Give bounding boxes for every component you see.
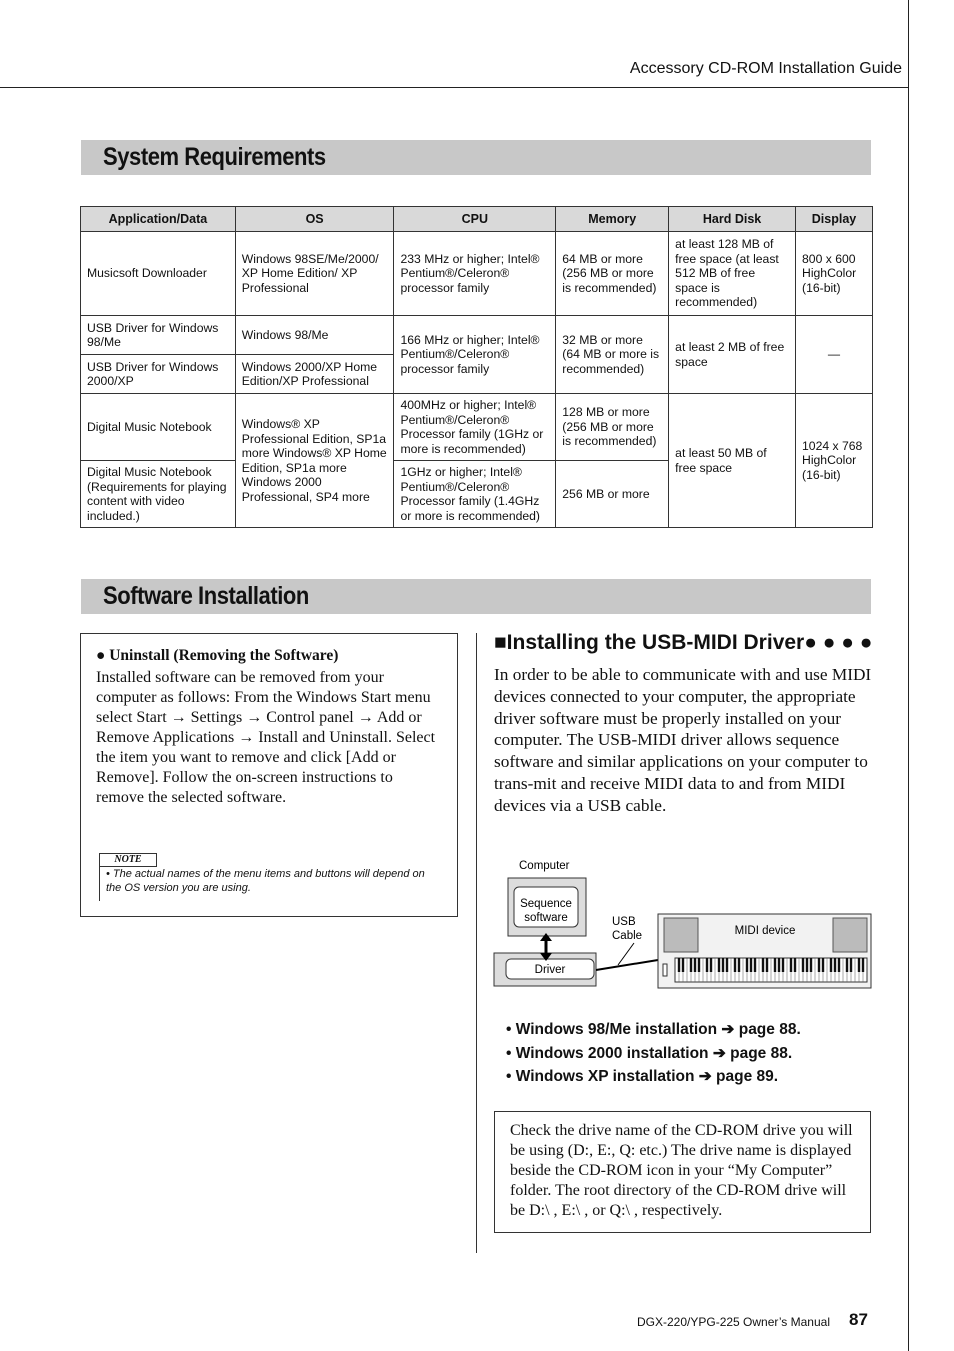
software-label: software	[524, 912, 568, 924]
black-key	[698, 958, 700, 972]
cell-memory: 256 MB or more	[556, 461, 669, 528]
black-key	[850, 958, 852, 972]
cell-cpu: 400MHz or higher; Intel® Pentium®/Celeron® Processor family (1GHz or more is recommended)	[394, 394, 556, 461]
uninstall-heading: ● Uninstall (Removing the Software)	[96, 647, 339, 664]
cell-disk: at least 2 MB of free space	[669, 316, 796, 394]
cell-disk: at least 128 MB of free space (at least 512 MB of free space is recommended)	[669, 232, 796, 316]
black-key	[818, 958, 820, 972]
usb-cable	[596, 960, 658, 970]
cell-app: Digital Music Notebook (Requirements for playing content with video included.)	[81, 461, 236, 528]
cell-app: USB Driver for Windows 98/Me	[81, 316, 236, 355]
cell-memory: 32 MB or more (64 MB or more is recommended)	[556, 316, 669, 394]
black-key	[706, 958, 708, 972]
black-key	[694, 958, 696, 972]
cell-os: Windows® XP Professional Edition, SP1a more Windows® XP Home Edition, SP1a more Windows 2000 Professional, SP4 more	[235, 394, 394, 528]
table-row	[81, 232, 873, 316]
link-win2000[interactable]: • Windows 2000 installation ➔ page 88.	[506, 1044, 793, 1062]
diagram-computer-label: Computer	[519, 860, 570, 872]
usb-midi-diagram	[490, 855, 875, 995]
midi-device-label: MIDI device	[734, 925, 796, 937]
black-key	[754, 958, 756, 972]
keyboard-speaker-left	[664, 918, 698, 952]
header-rule	[0, 87, 908, 88]
keyboard-speaker-right	[833, 918, 867, 952]
col-header: Application/Data	[81, 207, 236, 232]
black-key	[750, 958, 752, 972]
black-key	[834, 958, 836, 972]
section-title: System Requirements	[103, 143, 326, 171]
usb-pointer	[618, 943, 634, 965]
keyboard-port	[663, 964, 667, 976]
black-key	[810, 958, 812, 972]
cell-cpu: 233 MHz or higher; Intel® Pentium®/Celeron® processor family	[394, 232, 556, 316]
black-key	[790, 958, 792, 972]
black-key	[678, 958, 680, 972]
page-number: 87	[849, 1310, 868, 1329]
sequence-label: Sequence	[520, 898, 572, 910]
section-title: Software Installation	[103, 582, 309, 610]
black-key	[794, 958, 796, 972]
black-key	[738, 958, 740, 972]
black-key	[682, 958, 684, 972]
note-rule	[99, 866, 100, 901]
section-banner-system-requirements	[81, 140, 871, 175]
cell-app: Digital Music Notebook	[81, 394, 236, 461]
link-win98[interactable]: • Windows 98/Me installation ➔ page 88.	[506, 1021, 801, 1038]
col-header: Display	[796, 207, 873, 232]
col-header: OS	[235, 207, 394, 232]
running-header: Accessory CD-ROM Installation Guide	[629, 60, 902, 77]
black-key	[858, 958, 860, 972]
link-winxp[interactable]: • Windows XP installation ➔ page 89.	[506, 1068, 779, 1085]
table-header-row	[81, 207, 873, 232]
black-key	[722, 958, 724, 972]
cell-disk: at least 50 MB of free space	[669, 394, 796, 528]
black-key	[822, 958, 824, 972]
black-key	[830, 958, 832, 972]
black-key	[862, 958, 864, 972]
cell-cpu: 1GHz or higher; Intel® Pentium®/Celeron® Processor family (1.4GHz or more is recommended)	[394, 461, 556, 528]
uninstall-body: Installed software can be removed from your computer as follows: From the Windows Start menu select Start → Settings → Control panel → Add or Remove Applications → Install and Uninstall. Select the item you want to remove and click [Add or Remove]. Follow the on-screen instructions to remove the selected software.	[96, 669, 436, 806]
black-key	[710, 958, 712, 972]
black-key	[718, 958, 720, 972]
cell-display: 1024 x 768 HighColor (16-bit)	[796, 394, 873, 528]
black-key	[690, 958, 692, 972]
black-key	[766, 958, 768, 972]
cell-display: 800 x 600 HighColor (16-bit)	[796, 232, 873, 316]
cell-display: —	[796, 316, 873, 394]
page-edge-rule	[908, 0, 909, 1351]
installation-links	[506, 1018, 801, 1089]
black-key	[838, 958, 840, 972]
cell-os: Windows 98SE/Me/2000/ XP Home Edition/ XP Professional	[235, 232, 394, 316]
cell-os: Windows 98/Me	[235, 316, 394, 355]
section-banner-software-installation	[81, 579, 871, 614]
cell-app: USB Driver for Windows 2000/XP	[81, 355, 236, 394]
cell-os: Windows 2000/XP Home Edition/XP Professional	[235, 355, 394, 394]
col-header: CPU	[394, 207, 556, 232]
usb-label: USB	[612, 916, 636, 928]
cell-memory: 128 MB or more (256 MB or more is recommended)	[556, 394, 669, 461]
col-header: Hard Disk	[669, 207, 796, 232]
cell-cpu: 166 MHz or higher; Intel® Pentium®/Celeron® processor family	[394, 316, 556, 394]
black-key	[774, 958, 776, 972]
black-key	[734, 958, 736, 972]
note-text: • The actual names of the menu items and buttons will depend on the OS version you are using.	[106, 868, 425, 894]
usb-heading: ■Installing the USB-MIDI Driver● ● ● ●	[494, 631, 873, 654]
black-key	[762, 958, 764, 972]
black-key	[806, 958, 808, 972]
driver-label: Driver	[534, 964, 566, 976]
footer-model: DGX-220/YPG-225 Owner’s Manual	[637, 1315, 830, 1329]
black-key	[778, 958, 780, 972]
cdrom-note-text: Check the drive name of the CD-ROM drive you will be using (D:, E:, Q: etc.) The drive name is displayed beside the CD-ROM icon in your “My Computer” folder. The root directory of the CD-ROM drive will be D:\ , E:\ , or Q:\ , respectively.	[510, 1122, 853, 1219]
black-key	[746, 958, 748, 972]
table-row	[81, 316, 873, 355]
black-key	[782, 958, 784, 972]
note-label: NOTE	[99, 853, 157, 867]
cell-app: Musicsoft Downloader	[81, 232, 236, 316]
requirements-table	[80, 206, 873, 528]
cable-label: Cable	[612, 930, 643, 942]
black-key	[802, 958, 804, 972]
black-key	[846, 958, 848, 972]
column-divider	[476, 633, 477, 1253]
cell-memory: 64 MB or more (256 MB or more is recommended)	[556, 232, 669, 316]
usb-body: In order to be able to communicate with and use MIDI devices connected to your computer, the appropriate driver software must be properly installed on your computer. The USB-MIDI driver allows sequence software and similar applications on your computer to trans-mit and receive MIDI data to and from MIDI devices via a USB cable.	[494, 665, 872, 815]
table-row	[81, 394, 873, 461]
col-header: Memory	[556, 207, 669, 232]
black-key	[726, 958, 728, 972]
